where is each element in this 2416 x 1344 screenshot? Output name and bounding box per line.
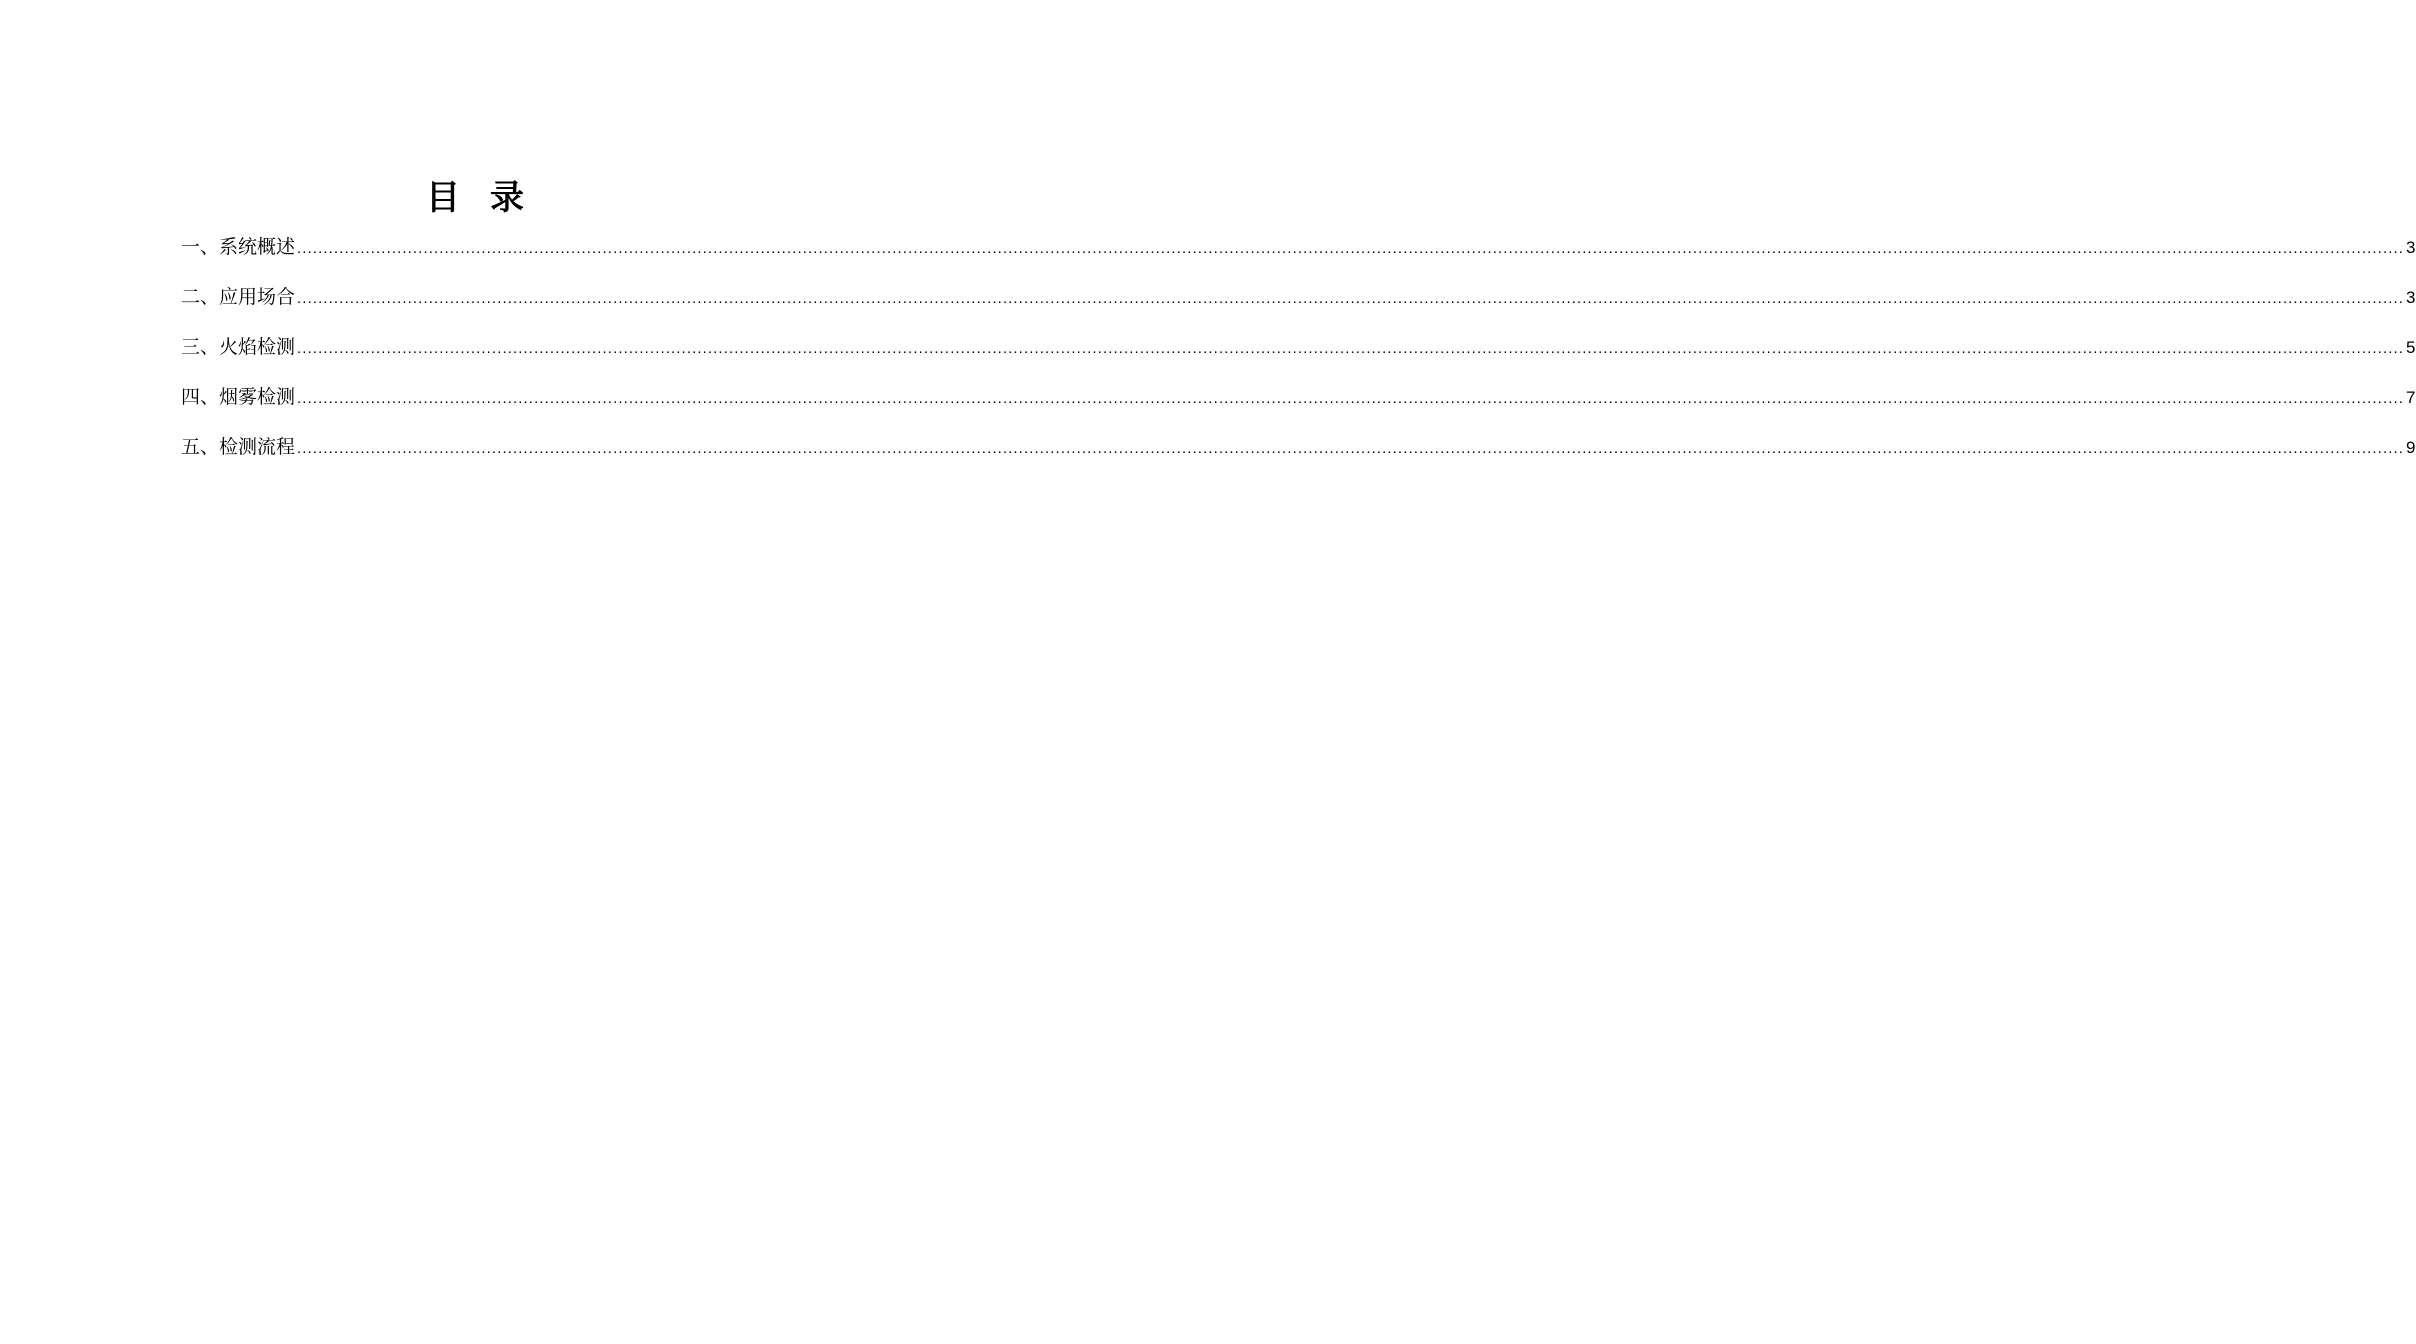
toc-entry-title: 火焰检测: [219, 336, 296, 358]
toc-entry-title: 烟雾检测: [219, 386, 296, 408]
toc-entry[interactable]: [181, 332, 2416, 382]
toc-entry-page: 3: [2406, 288, 2416, 307]
toc-entry-title: 检测流程: [219, 436, 296, 458]
toc-entry-page: 9: [2406, 438, 2416, 457]
dot-leader: ................................................................................................................................................................................................................................................................................................................................................................................................................: [297, 290, 2405, 307]
toc-entry-number: 四、: [181, 386, 220, 408]
toc-title: [0, 170, 950, 219]
toc-entry[interactable]: [181, 282, 2416, 332]
toc-entry-number: 五、: [181, 436, 220, 458]
dot-leader: ................................................................................................................................................................................................................................................................................................................................................................................................................: [297, 340, 2405, 357]
toc-entry-number: 二、: [181, 286, 220, 308]
toc-entry-page: 7: [2406, 388, 2416, 407]
dot-leader: ................................................................................................................................................................................................................................................................................................................................................................................................................: [297, 390, 2405, 407]
toc-entry-title: 系统概述: [219, 236, 296, 258]
toc-entry-title: 应用场合: [219, 286, 296, 308]
dot-leader: ................................................................................................................................................................................................................................................................................................................................................................................................................: [297, 440, 2405, 457]
toc-entry[interactable]: [181, 382, 2416, 432]
toc-entry-page: 5: [2406, 338, 2416, 357]
toc-entry[interactable]: [181, 432, 2416, 482]
toc-title-part-2: 录: [490, 178, 524, 218]
toc-entry-number: 三、: [181, 336, 220, 358]
toc-entry[interactable]: [181, 232, 2416, 282]
toc-title-part-1: 目: [426, 178, 460, 218]
toc-list: [181, 232, 2416, 482]
toc-entry-page: 3: [2406, 238, 2416, 257]
toc-entry-number: 一、: [181, 236, 220, 258]
dot-leader: ................................................................................................................................................................................................................................................................................................................................................................................................................: [297, 240, 2405, 257]
